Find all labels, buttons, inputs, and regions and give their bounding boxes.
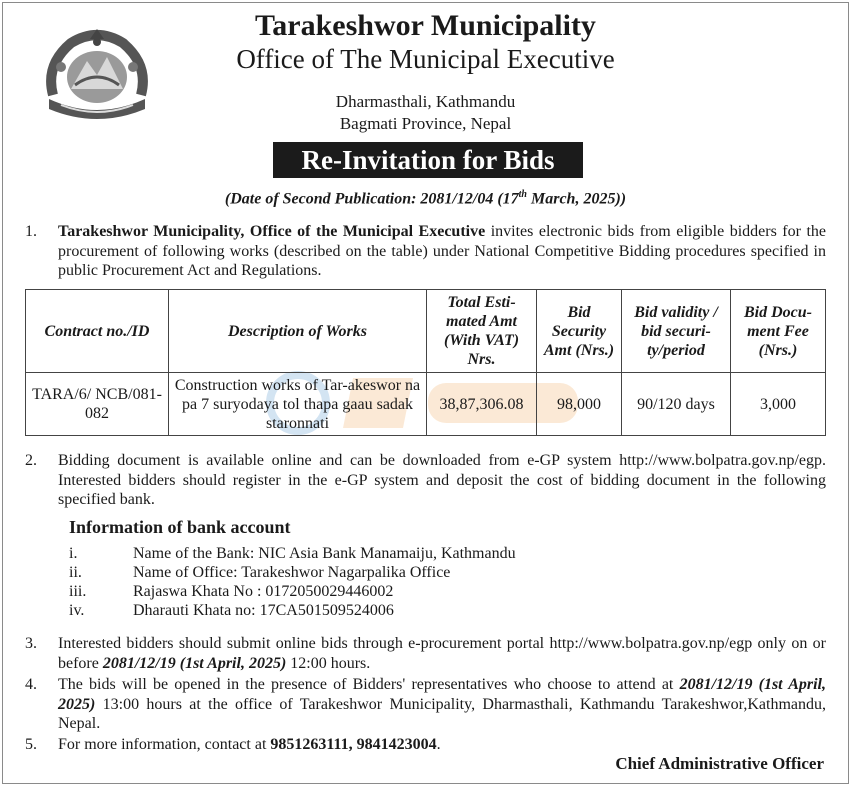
paragraph-3 — [25, 634, 826, 673]
list-item-number: iv. — [69, 602, 85, 619]
pub-date-sup: th — [518, 189, 527, 200]
paragraph-text: Bidding document is available online and can be downloaded from e-GP system http://www.bolpatra.gov.np/egp. Interested bidders should register in the e-GP system and deposit the cost of bidding document in the following specified bank. — [58, 452, 826, 508]
paragraph-number: 5. — [25, 736, 37, 753]
list-item-number: iii. — [69, 583, 87, 600]
office-name: Office of The Municipal Executive — [236, 44, 615, 74]
paragraph-number: 1. — [25, 223, 37, 240]
document-fee: 3,000 — [731, 373, 826, 436]
submission-deadline: 2081/12/19 (1st April, 2025) — [102, 654, 287, 672]
estimated-amount: 38,87,306.08 — [427, 373, 537, 436]
paragraph-2 — [25, 451, 826, 510]
issuer-name: Tarakeshwor Municipality, Office of the Municipal Executive — [58, 223, 486, 240]
col-contract-header: Contract no./ID — [26, 290, 169, 373]
list-item-text: Name of the Bank: NIC Asia Bank Manamaiju, Kathmandu — [133, 545, 516, 562]
paragraph-4 — [25, 675, 826, 734]
paragraph-5 — [25, 735, 826, 755]
address-line-1: Dharmasthali, Kathmandu — [335, 92, 516, 111]
pub-date-suffix: March, 2025)) — [527, 190, 627, 208]
list-item-number: i. — [69, 545, 78, 562]
paragraph-text-end: 12:00 hours. — [286, 654, 371, 672]
col-fee-header: Bid Docu-ment Fee (Nrs.) — [731, 290, 826, 373]
contact-phones: 9851263111, 9841423004 — [270, 736, 437, 753]
table-header-row — [26, 290, 826, 373]
contract-id: TARA/6/ NCB/081-082 — [26, 373, 169, 436]
paragraph-text-end: 13:00 hours at the office of Tarakeshwor Municipality, Dharmasthali, Kathmandu Tarakeshwor,Kathmandu, Nepal. — [58, 695, 826, 732]
paragraph-1 — [25, 222, 826, 281]
bid-notice-page — [2, 2, 849, 784]
bid-validity: 90/120 days — [622, 373, 731, 436]
address-line-2: Bagmati Province, Nepal — [339, 114, 512, 133]
paragraph-text: The bids will be opened in the presence of Bidders' representatives who choose to attend at — [58, 676, 680, 693]
list-item-text: Rajaswa Khata No : 0172050029446002 — [133, 583, 394, 600]
paragraph-number: 4. — [25, 676, 37, 693]
notice-title: Re-Invitation for Bids — [273, 142, 583, 178]
list-item-number: ii. — [69, 564, 82, 581]
paragraph-text: For more information, contact at — [58, 736, 271, 753]
bid-security: 98,000 — [537, 373, 622, 436]
work-description: Construction works of Tar-akeswor na pa 7 suryodaya tol thapa gaau sadak staronnati — [169, 373, 427, 436]
col-description-header: Description of Works — [169, 290, 427, 373]
pub-date-prefix: (Date of Second Publication: 2081/12/04 (17 — [224, 190, 519, 208]
list-item-text: Dharauti Khata no: 17CA501509524006 — [133, 602, 394, 619]
col-security-header: Bid Security Amt (Nrs.) — [537, 290, 622, 373]
paragraph-end: . — [436, 736, 441, 753]
paragraph-number: 3. — [25, 635, 37, 652]
bank-info-heading: Information of bank account — [69, 517, 291, 537]
signatory-title: Chief Administrative Officer — [615, 754, 824, 773]
paragraph-text: invites electronic bids from eligible bidders for the procurement of following works (described on the table) under National Competitive Bidding procedures specified in public Procurement Act and Regulations. — [58, 223, 827, 279]
paragraph-text: Interested bidders should submit online bids through e-procurement portal http://www.bolpatra.gov.np/egp only on or before — [58, 635, 826, 672]
col-validity-header: Bid validity / bid securi-ty/period — [622, 290, 731, 373]
table-row — [26, 373, 826, 436]
paragraph-number: 2. — [25, 452, 37, 469]
list-item-text: Name of Office: Tarakeshwor Nagarpalika Office — [133, 564, 451, 581]
publication-date — [3, 189, 848, 208]
bid-table — [25, 289, 826, 436]
col-estimate-header: Total Esti-mated Amt (With VAT) Nrs. — [427, 290, 537, 373]
org-name: Tarakeshwor Municipality — [255, 9, 596, 42]
opening-date: 2081/12/19 (1st April, 2025) — [58, 676, 827, 713]
letterhead — [3, 9, 848, 135]
